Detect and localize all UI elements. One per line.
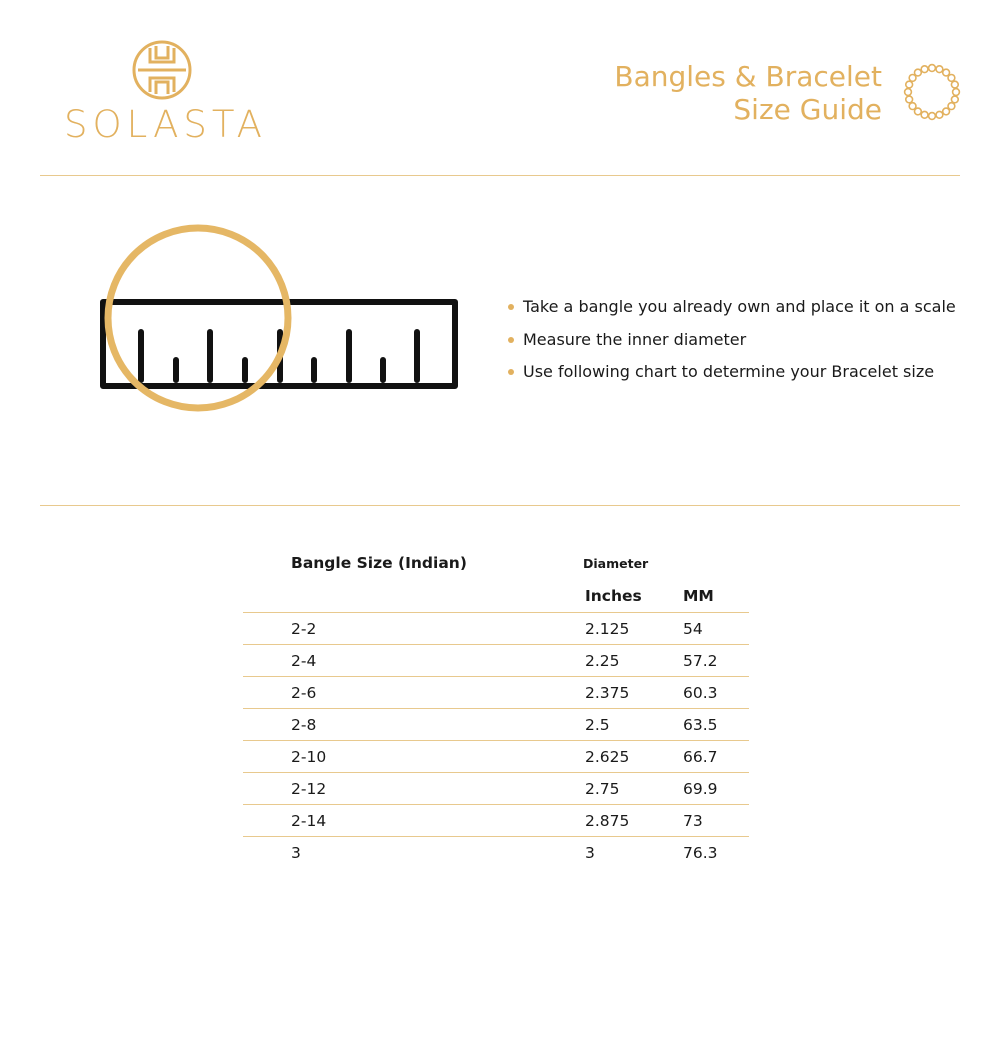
divider-top — [40, 175, 960, 176]
cell-size: 2-14 — [291, 812, 327, 830]
bead — [921, 66, 928, 73]
bead — [936, 66, 943, 73]
cell-inches: 2.875 — [585, 812, 630, 830]
brand-name: SOLASTA — [64, 103, 267, 146]
bead — [906, 96, 913, 103]
table-row — [243, 677, 749, 709]
bead — [929, 113, 936, 120]
cell-mm: 73 — [683, 812, 703, 830]
table-row — [243, 773, 749, 805]
cell-size: 2-6 — [291, 684, 317, 702]
table-row — [243, 613, 749, 645]
cell-size: 2-10 — [291, 748, 327, 766]
cell-size: 2-2 — [291, 620, 317, 638]
cell-inches: 2.625 — [585, 748, 630, 766]
instruction-text: Take a bangle you already own and place it on a scale — [523, 297, 956, 316]
cell-inches: 2.25 — [585, 652, 620, 670]
table-row — [243, 741, 749, 773]
size-table — [243, 548, 749, 868]
cell-mm: 76.3 — [683, 844, 718, 862]
column-header-diameter: Diameter — [583, 556, 649, 571]
table-row — [243, 645, 749, 677]
bangle-on-ruler-illustration — [95, 220, 465, 420]
bead — [906, 81, 913, 88]
cell-inches: 2.5 — [585, 716, 610, 734]
cell-inches: 3 — [585, 844, 595, 862]
bead — [914, 69, 921, 76]
bead — [948, 74, 955, 81]
cell-mm: 54 — [683, 620, 703, 638]
bead — [936, 111, 943, 118]
bead — [951, 81, 958, 88]
bead-bracelet-icon — [903, 63, 961, 121]
bead — [953, 89, 960, 96]
cell-mm: 63.5 — [683, 716, 718, 734]
column-header-size: Bangle Size (Indian) — [291, 554, 467, 572]
cell-inches: 2.75 — [585, 780, 620, 798]
instruction-text: Measure the inner diameter — [523, 329, 747, 349]
bead — [943, 108, 950, 115]
bullet-icon — [508, 304, 514, 310]
table-row — [243, 709, 749, 741]
instruction-item — [507, 324, 987, 357]
cell-size: 2-4 — [291, 652, 317, 670]
instruction-text: Use following chart to determine your Bracelet size — [523, 362, 935, 381]
page-title-line1: Bangles & Bracelet — [614, 60, 882, 93]
cell-inches: 2.125 — [585, 620, 630, 638]
bead — [921, 111, 928, 118]
bead — [909, 103, 916, 110]
instructions-list — [507, 291, 987, 389]
cell-mm: 69.9 — [683, 780, 718, 798]
page-title-line2: Size Guide — [733, 93, 882, 126]
cell-inches: 2.375 — [585, 684, 630, 702]
table-header — [243, 548, 749, 613]
instruction-item — [507, 356, 987, 389]
solasta-monogram-icon — [130, 38, 194, 102]
page-title — [614, 60, 882, 126]
instruction-item — [507, 291, 987, 324]
cell-size: 2-8 — [291, 716, 317, 734]
cell-mm: 60.3 — [683, 684, 718, 702]
table-row — [243, 837, 749, 868]
cell-mm: 66.7 — [683, 748, 718, 766]
bead — [929, 65, 936, 72]
column-header-mm: MM — [683, 587, 714, 605]
bead — [951, 96, 958, 103]
table-row — [243, 805, 749, 837]
divider-middle — [40, 505, 960, 506]
bead — [905, 89, 912, 96]
cell-size: 2-12 — [291, 780, 327, 798]
bullet-icon — [508, 337, 514, 343]
bullet-icon — [508, 369, 514, 375]
cell-mm: 57.2 — [683, 652, 718, 670]
column-header-inches: Inches — [585, 587, 642, 605]
cell-size: 3 — [291, 844, 301, 862]
